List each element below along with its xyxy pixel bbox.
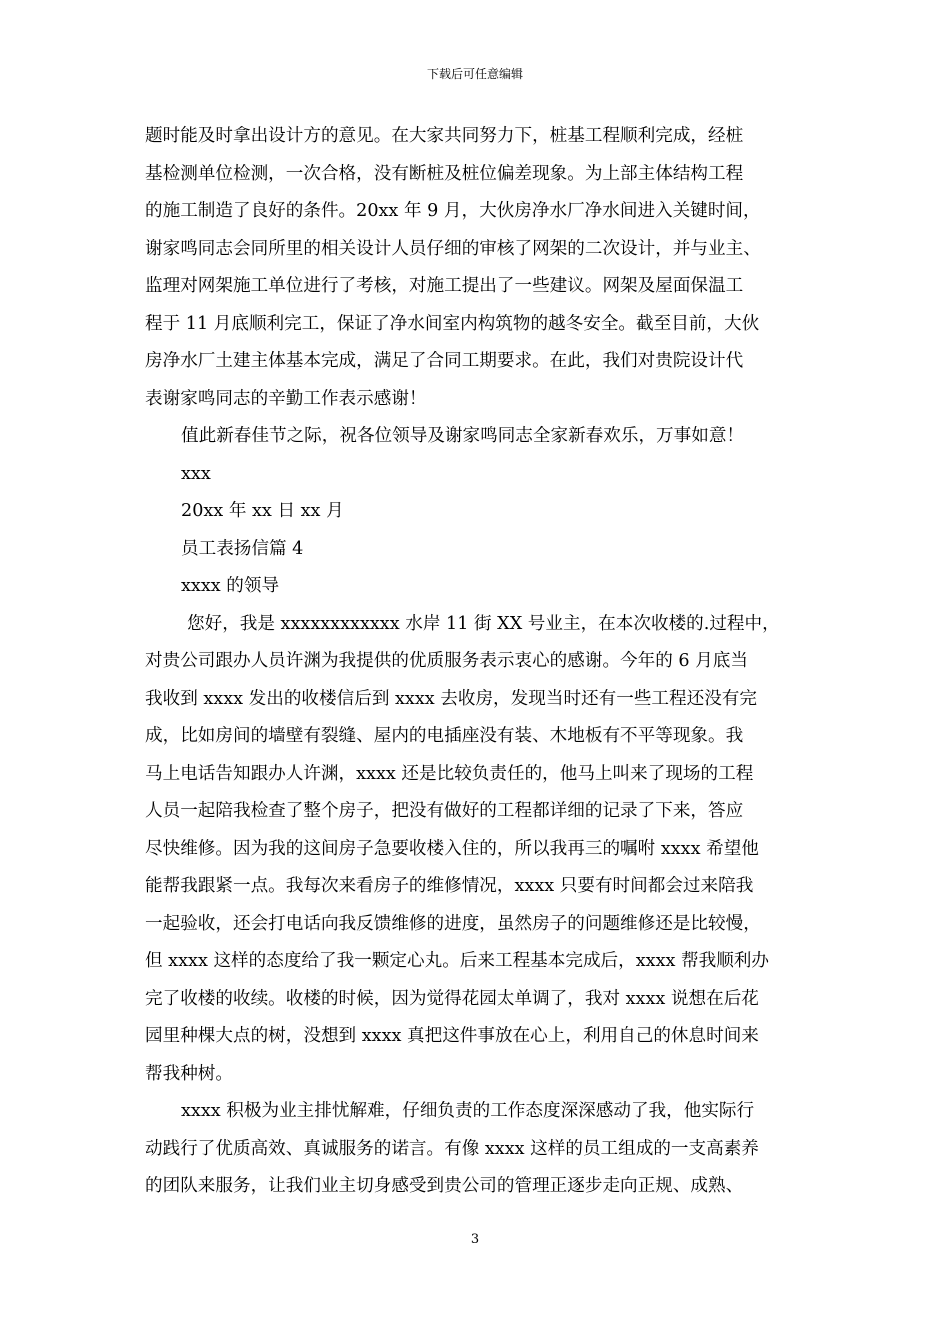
- page-header: 下载后可任意编辑: [426, 67, 523, 81]
- text-line: 的团队来服务，让我们业主切身感受到贵公司的管理正逐步走向正规、成熟、: [145, 1176, 744, 1196]
- text-line: 谢家鸣同志会同所里的相关设计人员仔细的审核了网架的二次设计，并与业主、: [145, 238, 761, 259]
- text-line: 基检测单位检测，一次合格，没有断桩及桩位偏差现象。为上部主体结构工程: [145, 163, 744, 184]
- text-line: 园里种棵大点的树，没想到 xxxx 真把这件事放在心上，利用自己的休息时间来: [145, 1026, 759, 1046]
- text-line: 监理对网架施工单位进行了考核，对施工提出了一些建议。网架及屋面保温工: [145, 276, 744, 296]
- text-line: 尽快维修。因为我的这间房子急要收楼入住的，所以我再三的嘱咐 xxxx 希望他: [145, 838, 759, 859]
- paragraph-praise: [145, 1093, 815, 1206]
- text-line: 一起验收，还会打电话向我反馈维修的进度，虽然房子的问题维修还是比较慢，: [145, 913, 761, 934]
- text-line: 我收到 xxxx 发出的收楼信后到 xxxx 去收房，发现当时还有一些工程还没有完: [145, 688, 757, 709]
- text-line: 马上电话告知跟办人许渊，xxxx 还是比较负责任的，他马上叫来了现场的工程: [145, 763, 754, 784]
- text-line: 您好，我是 xxxxxxxxxxxx 水岸 11 街 XX 号业主，在本次收楼的.过程中，: [187, 613, 780, 634]
- text-line: xxxx 积极为业主排忧解难，仔细负责的工作态度深深感动了我，他实际行: [181, 1101, 755, 1121]
- text-line: 成，比如房间的墙壁有裂缝、屋内的电插座没有装、木地板有不平等现象。我: [145, 726, 744, 746]
- text-line: 程于 11 月底顺利完工，保证了净水间室内构筑物的越冬安全。截至目前，大伙: [145, 313, 760, 334]
- text-line: 人员一起陪我检查了整个房子，把没有做好的工程都详细的记录了下来，答应: [145, 801, 744, 821]
- text-line: 房净水厂土建主体基本完成，满足了合同工期要求。在此，我们对贵院设计代: [145, 351, 744, 371]
- text-line: 完了收楼的收续。收楼的时候，因为觉得花园太单调了，我对 xxxx 说想在后花: [145, 988, 759, 1009]
- document-body: [145, 118, 815, 1206]
- text-line: 帮我种树。: [145, 1063, 233, 1084]
- paragraph-design-rep: [145, 118, 815, 418]
- text-line: 但 xxxx 这样的态度给了我一颗定心丸。后来工程基本完成后，xxxx 帮我顺利办: [145, 951, 769, 971]
- text-line: 对贵公司跟办人员许渊为我提供的优质服务表示衷心的感谢。今年的 6 月底当: [145, 651, 748, 671]
- signature: xxx: [181, 463, 211, 484]
- salutation: xxxx 的领导: [181, 576, 280, 596]
- paragraph-letter-body: [145, 606, 815, 1094]
- text-line: 动践行了优质高效、真诚服务的诺言。有像 xxxx 这样的员工组成的一支高素养: [145, 1138, 759, 1159]
- date-line: 20xx 年 xx 日 xx 月: [181, 501, 344, 521]
- text-line: 题时能及时拿出设计方的意见。在大家共同努力下，桩基工程顺利完成，经桩: [145, 126, 744, 146]
- text-line: 能帮我跟紧一点。我每次来看房子的维修情况，xxxx 只要有时间都会过来陪我: [145, 876, 754, 896]
- text-line: 的施工制造了良好的条件。20xx 年 9 月，大伙房净水厂净水间进入关键时间，: [145, 201, 761, 221]
- section-title: 员工表扬信篇 4: [181, 538, 304, 559]
- greeting-line: 值此新春佳节之际，祝各位领导及谢家鸣同志全家新春欢乐，万事如意！: [181, 426, 745, 446]
- page-number: 3: [470, 1232, 480, 1247]
- text-line: 表谢家鸣同志的辛勤工作表示感谢！: [145, 388, 427, 409]
